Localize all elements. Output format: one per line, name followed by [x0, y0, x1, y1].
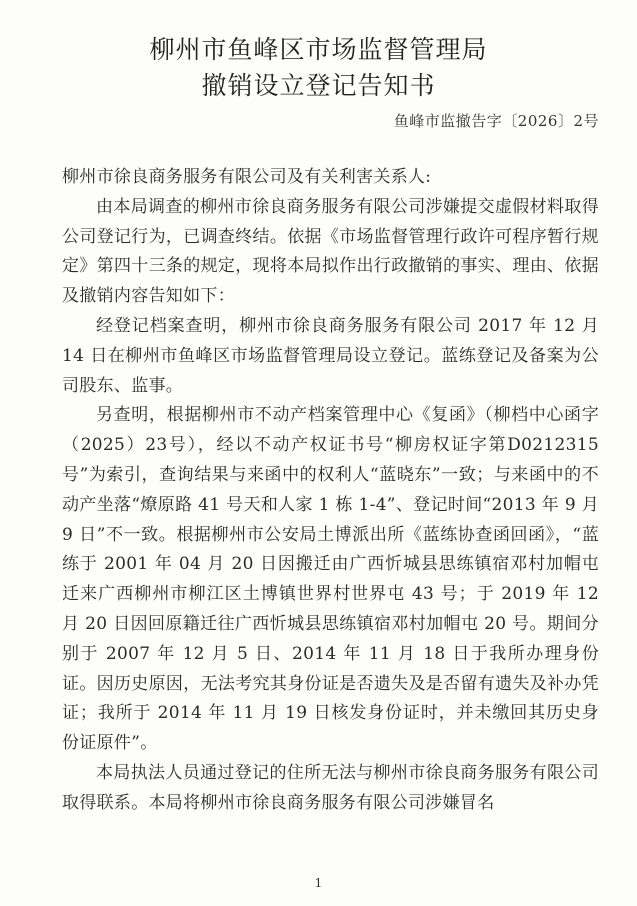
document-title-line1: 柳州市鱼峰区市场监督管理局 [149, 35, 488, 64]
paragraph-further-findings: 另查明，根据柳州市不动产档案管理中心《复函》（柳档中心函字（2025）23号），经以不动产权证书号“柳房权证字第D0212315号”为索引，查询结果与来函中的权利人“蓝晓东”一致；与来函中的不动产坐落“燎原路 41 号天和人家 1 栋 1-4”、登记时间“2013 年 9 月 9 日”不一致。根据柳州市公安局土博派出所《蓝练协查函回函》，“蓝练于 2001 年 04 月 20 日因搬迁由广西忻城县思练镇宿邓村加帽屯迁来广西柳州市柳江区土博镇世界村世界屯 43 号；于 2019 年 12 月 20 日因回原籍迁往广西忻城县思练镇宿邓村加帽屯 20 号。期间分别于 2007 年 12 月 5 日、2014 年 11 月 18 日于我所办理身份证。因历史原因，无法考究其身份证是否遗失及是否留有遗失及补办凭证；我所于 2014 年 11 月 19 日核发身份证时，并未缴回其历史身份证原件”。 [62, 405, 599, 754]
page-number: 1 [314, 876, 323, 890]
paragraph-contact-attempt: 本局执法人员通过登记的住所无法与柳州市徐良商务服务有限公司取得联系。本局将柳州市徐良商务服务有限公司涉嫌冒名 [62, 762, 599, 813]
document-title-line2: 撤销设立登记告知书 [201, 71, 436, 100]
paragraph-registration-facts: 经登记档案查明，柳州市徐良商务服务有限公司 2017 年 12 月 14 日在柳州市鱼峰区市场监督管理局设立登记。蓝练登记及备案为公司股东、监事。 [62, 315, 599, 396]
document-number: 鱼峰市监撤告字〔2026〕2号 [393, 112, 599, 130]
document-body [62, 163, 599, 819]
paragraph-investigation: 由本局调查的柳州市徐良商务服务有限公司涉嫌提交虚假材料取得公司登记行为，已调查终结。依据《市场监督管理行政许可程序暂行规定》第四十三条的规定，现将本局拟作出行政撤销的事实、理由、依据及撤销内容告知如下： [62, 196, 599, 307]
addressee: 柳州市徐良商务服务有限公司及有关利害关系人: [62, 167, 432, 187]
